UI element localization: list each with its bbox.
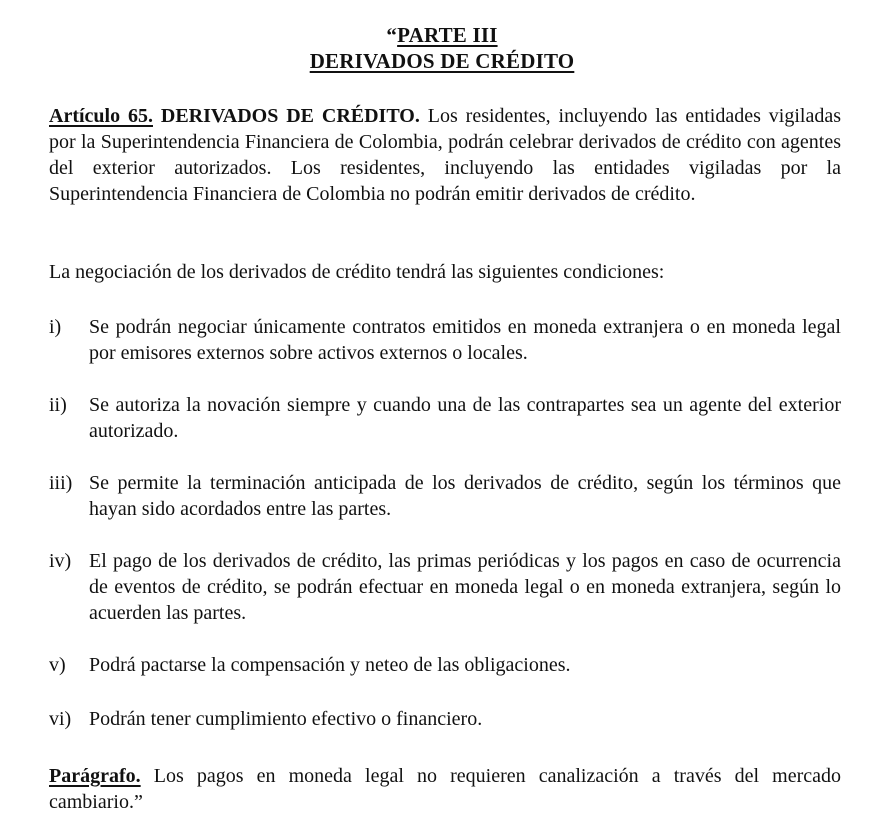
article-body: Los residentes, incluyendo las entidades vigiladas por la Superintendencia Financiera de Colombia, podrán celebrar derivados de crédito con agentes del exterior autorizados. Los residentes, incluyendo las entidades vigiladas por la Superintendencia Financiera de Colombia no podrán emitir derivados de crédito. — [49, 105, 842, 205]
article-title: DERIVADOS DE CRÉDITO. — [160, 105, 420, 127]
condition-marker: i) — [49, 316, 62, 338]
part-subtitle-text: DERIVADOS DE CRÉDITO — [309, 49, 575, 73]
condition-marker: v) — [49, 654, 66, 676]
condition-item — [49, 470, 841, 522]
condition-text: Podrán tener cumplimiento efectivo o financiero. — [89, 708, 483, 730]
condition-item — [49, 314, 841, 366]
article-number: Artículo 65. — [49, 105, 153, 127]
condition-item — [49, 652, 841, 678]
condition-text: El pago de los derivados de crédito, las primas periódicas y los pagos en caso de ocurrencia de eventos de crédito, se podrán efectuar en moneda legal o en moneda extranjera, según lo acuerden las partes. — [89, 550, 841, 624]
condition-marker: iv) — [49, 550, 72, 572]
condition-item — [49, 392, 841, 444]
opening-quote: “ — [386, 23, 398, 47]
condition-text: Se permite la terminación anticipada de los derivados de crédito, según los términos que hayan sido acordados entre las partes. — [89, 472, 841, 520]
condition-item — [49, 706, 841, 732]
article-paragraph — [49, 103, 841, 207]
condition-text: Podrá pactarse la compensación y neteo de las obligaciones. — [89, 654, 571, 676]
paragrafo — [49, 763, 841, 815]
condition-marker: ii) — [49, 394, 67, 416]
condition-marker: vi) — [49, 708, 72, 730]
part-subtitle — [0, 48, 884, 74]
condition-marker: iii) — [49, 472, 73, 494]
condition-text: Se podrán negociar únicamente contratos emitidos en moneda extranjera o en moneda legal por emisores externos sobre activos externos o locales. — [89, 316, 841, 364]
part-heading — [0, 22, 884, 48]
paragrafo-label: Parágrafo. — [49, 765, 141, 787]
paragrafo-text: Los pagos en moneda legal no requieren canalización a través del mercado cambiario.” — [49, 765, 841, 813]
part-title: PARTE III — [397, 23, 498, 47]
conditions-intro: La negociación de los derivados de crédito tendrá las siguientes condiciones: — [49, 261, 665, 283]
condition-item — [49, 548, 841, 626]
condition-text: Se autoriza la novación siempre y cuando una de las contrapartes sea un agente del exterior autorizado. — [89, 394, 841, 442]
